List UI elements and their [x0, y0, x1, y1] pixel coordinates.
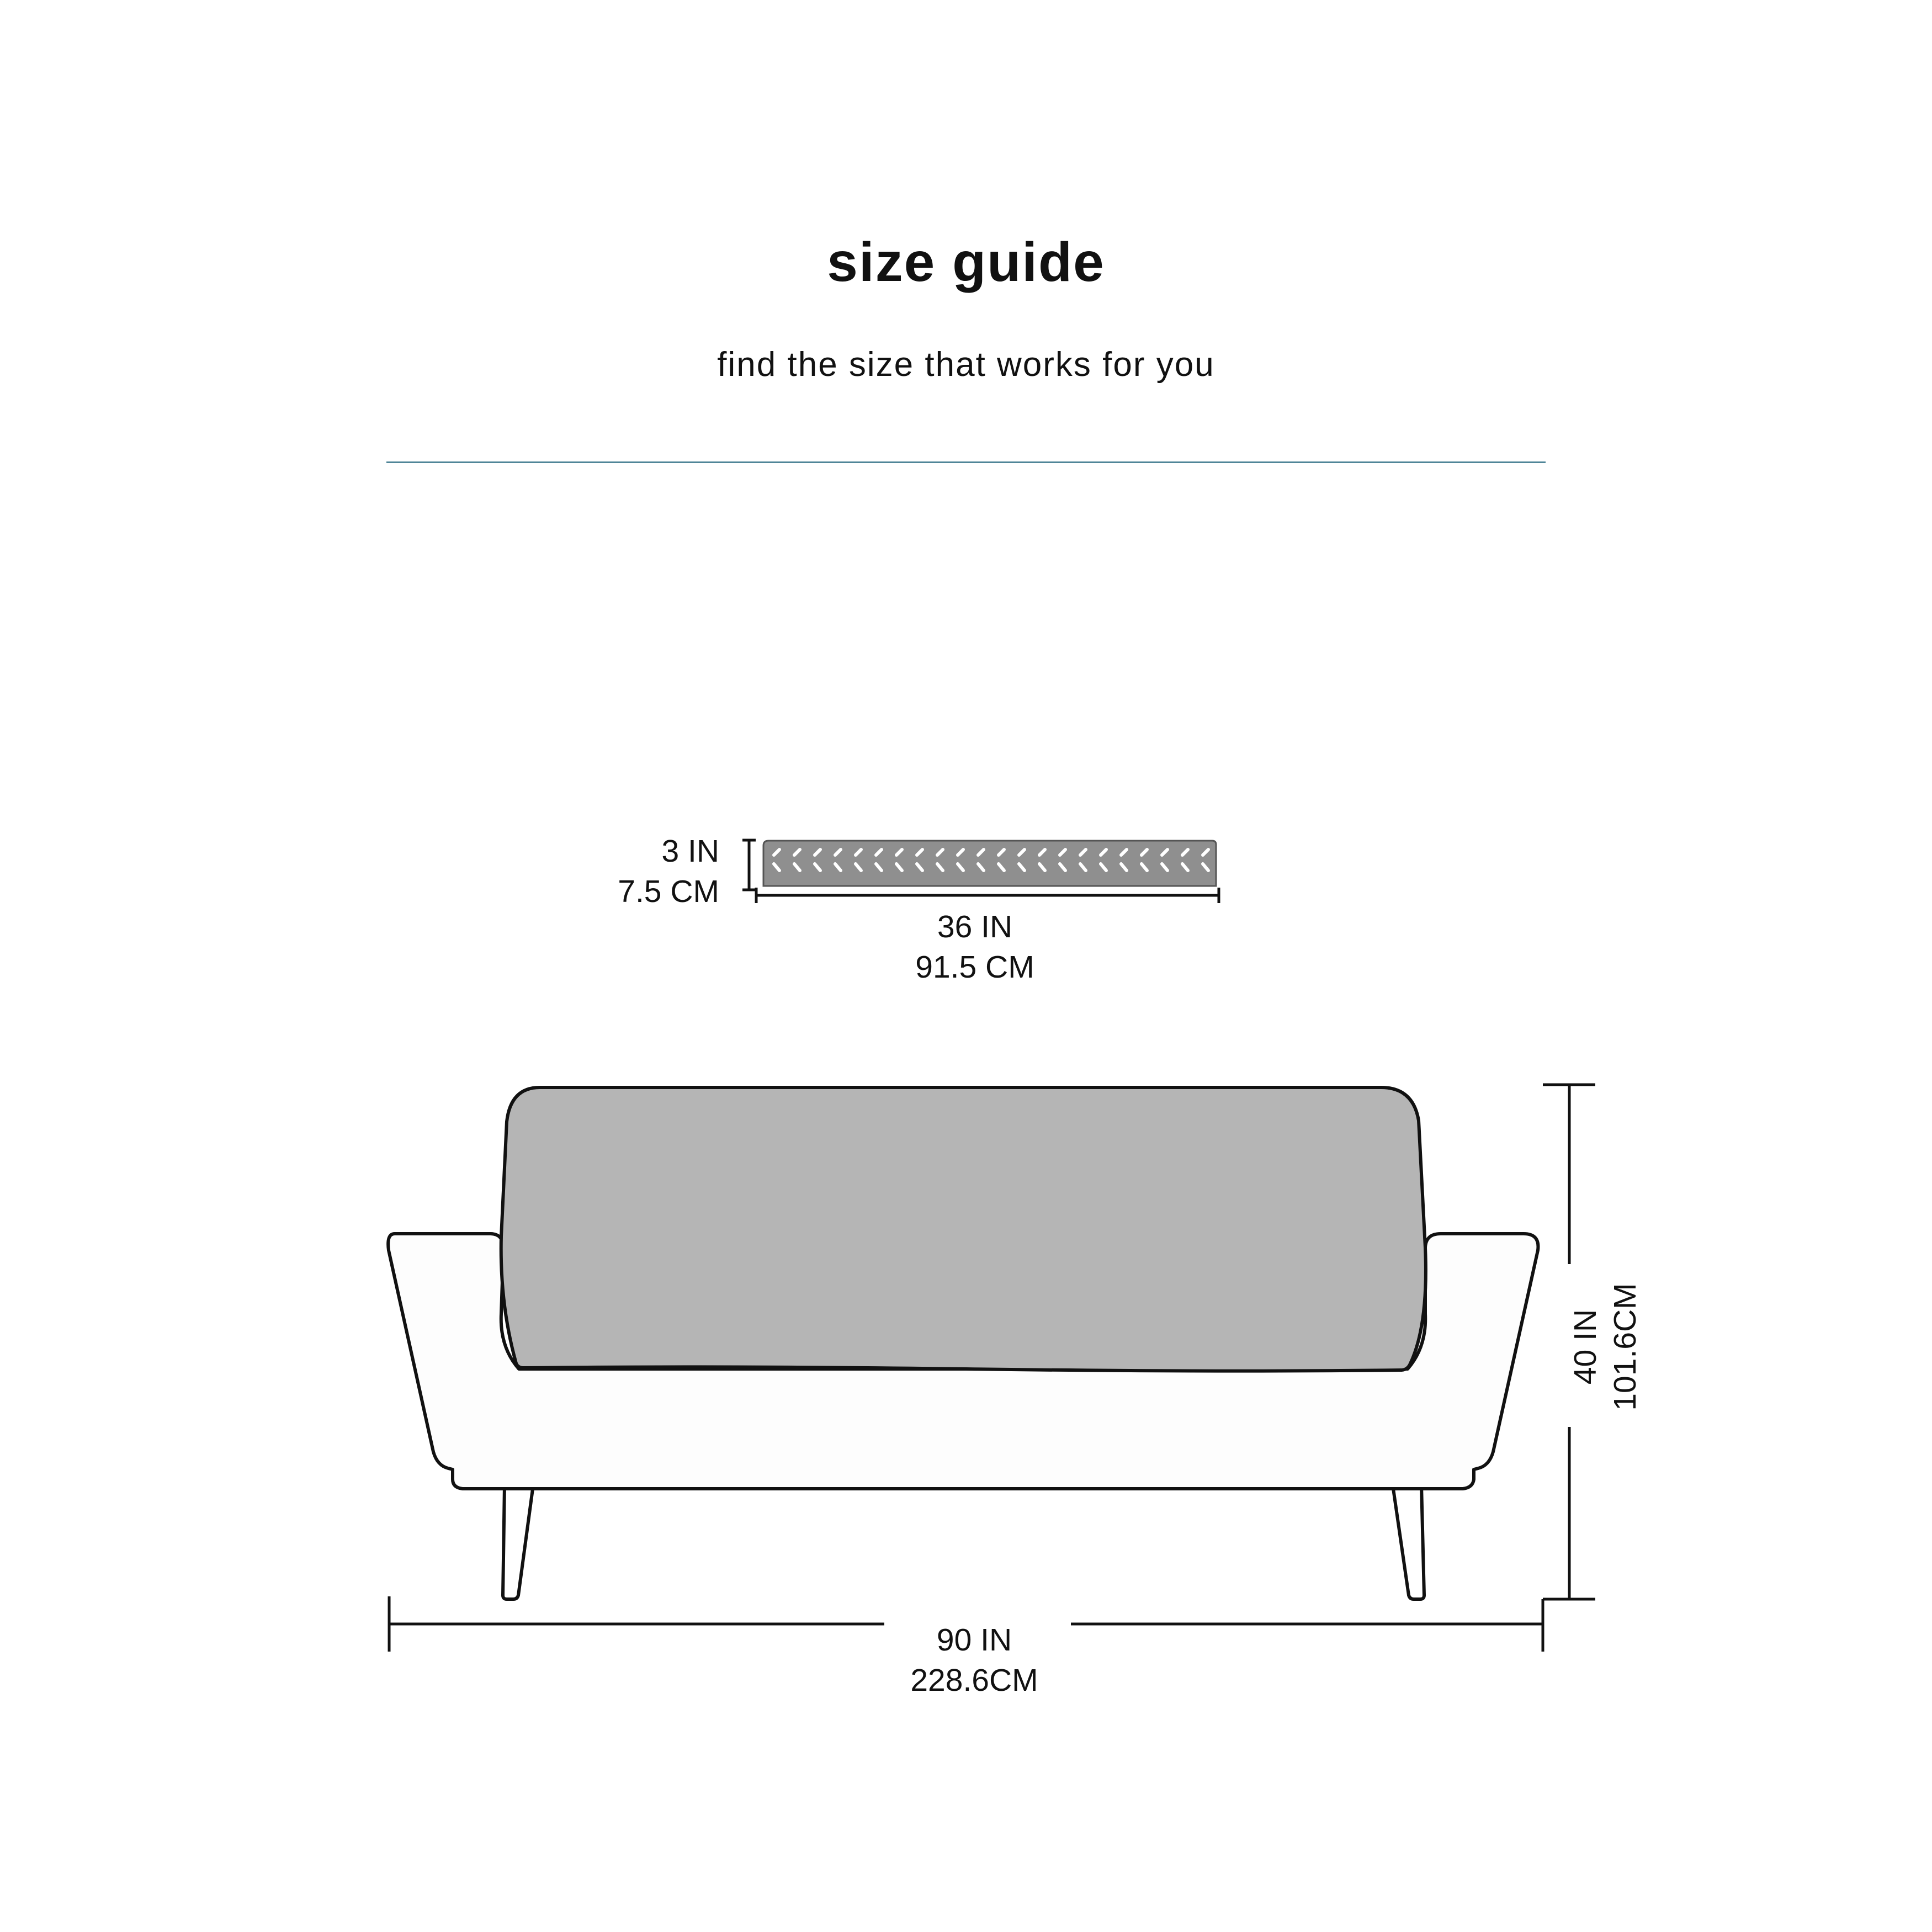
pillow-width-in-label: 36 IN	[937, 909, 1013, 944]
sofa-back-cushion	[501, 1087, 1426, 1371]
pillow-width-dimension	[756, 888, 1219, 903]
sofa-width-cm-label: 228.6CM	[910, 1663, 1038, 1698]
sofa-right-leg	[1393, 1485, 1424, 1599]
sofa-height-in-label: 40 IN	[1568, 1309, 1603, 1385]
pillow-shape	[763, 841, 1216, 886]
pillow-width-cm-label: 91.5 CM	[915, 949, 1034, 985]
sofa-width-in-label: 90 IN	[936, 1622, 1012, 1658]
pillow-height-cm-label: 7.5 CM	[618, 874, 719, 909]
sofa-height-cm-label: 101.6CM	[1607, 1283, 1643, 1411]
pillow-height-in-label: 3 IN	[661, 834, 719, 869]
sofa-illustration	[388, 1087, 1538, 1599]
page-title: size guide	[827, 231, 1105, 293]
page-subtitle: find the size that works for you	[717, 346, 1215, 384]
sofa-left-leg	[503, 1485, 533, 1599]
pillow-height-dimension	[742, 840, 756, 890]
pillow-illustration	[763, 841, 1216, 886]
